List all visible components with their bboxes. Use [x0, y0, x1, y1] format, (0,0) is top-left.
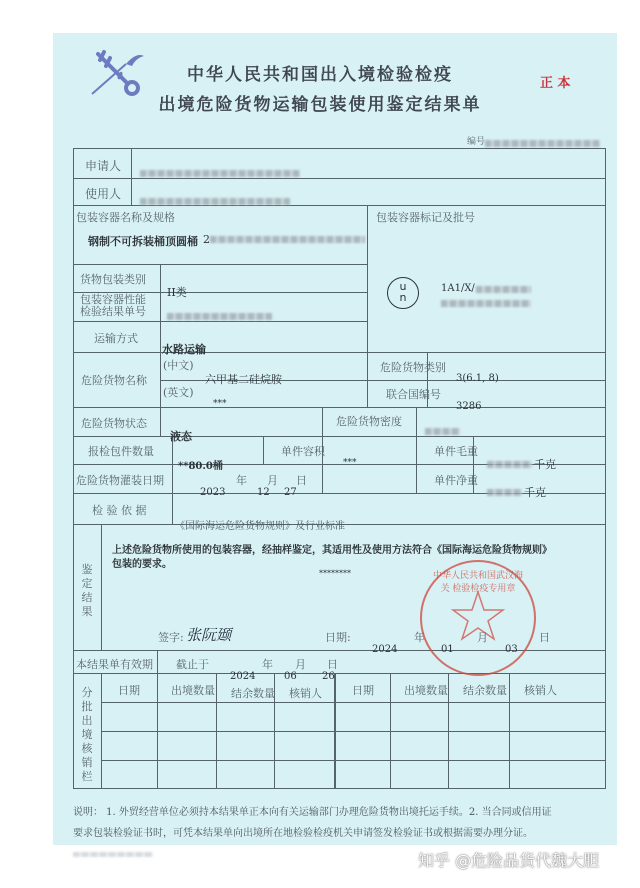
result-text-1: 上述危险货物所使用的包装容器，经抽样鉴定，其适用性及使用方法符合《国际海运危险货物规则》 [112, 545, 552, 556]
validity-label: 本结果单有效期 [76, 658, 153, 671]
official-seal: 中华人民共和国武汉海关 检验检疫专用章 [420, 560, 536, 676]
validity-day-label: 日 [327, 658, 338, 671]
net-weight-redacted [487, 489, 522, 496]
un-number-label: 联合国编号 [386, 388, 441, 401]
container-mark-label: 包装容器标记及批号 [376, 211, 475, 224]
applicant-value-redacted [140, 170, 300, 177]
signature-value: 张阮颋 [186, 626, 232, 644]
col-date: 日期 [118, 684, 140, 697]
gross-weight-unit: 千克 [534, 458, 556, 471]
sign-year-label: 年 [414, 631, 425, 644]
copy-type-label: 正 本 [540, 76, 571, 91]
packing-group-label: 货物包装类别 [80, 273, 146, 286]
dg-density-redacted [425, 428, 460, 435]
sign-month-label: 月 [477, 631, 488, 644]
sign-year: 2024 [372, 644, 398, 655]
dg-name-cn-value: 六甲基二硅烷胺 [205, 373, 282, 386]
fill-date-day: 27 [284, 487, 297, 498]
sign-day-label: 日 [539, 631, 550, 644]
dg-name-en-value: *** [213, 399, 227, 409]
package-count-label: 报检包件数量 [88, 445, 154, 458]
fill-date-day-label: 日 [296, 474, 307, 487]
sign-day: 03 [505, 644, 518, 655]
col-export-qty: 出境数量 [171, 684, 215, 697]
unit-volume-value: *** [343, 458, 357, 468]
dg-name-cn-label: (中文) [163, 359, 194, 372]
dg-density-label: 危险货物密度 [336, 415, 402, 428]
applicant-label: 申请人 [85, 159, 122, 173]
result-label: 鉴定结果 [81, 563, 93, 618]
user-label: 使用人 [85, 187, 122, 201]
validity-year-label: 年 [262, 658, 273, 671]
title-line-2: 出境危险货物运输包装使用鉴定结果单 [158, 95, 482, 115]
gross-weight-redacted [487, 461, 532, 468]
container-name-label: 包装容器名称及规格 [76, 211, 175, 224]
transport-label: 运输方式 [94, 332, 138, 345]
validity-year: 2024 [230, 671, 256, 682]
container-spec-prefix: 2 [203, 233, 210, 246]
fill-date-label: 危险货物灌装日期 [76, 474, 164, 487]
basis-value: 《国际海运危险货物规则》及行业标准 [175, 521, 345, 532]
user-value-redacted [140, 198, 290, 205]
footer-note-line-2: 要求包装检验证书时，可凭本结果单向出境所在地检验检疫机关申请签发检验证书或根据需要办理分证。 [73, 828, 533, 839]
net-weight-unit: 千克 [524, 486, 546, 499]
dg-state-label: 危险货物状态 [81, 417, 147, 430]
validity-month-label: 月 [295, 658, 306, 671]
col-balance-qty-2: 结余数量 [463, 684, 507, 697]
un-number-value: 3286 [456, 401, 482, 412]
dg-name-label: 危险货物名称 [81, 374, 147, 387]
dg-name-en-label: (英文) [163, 386, 194, 399]
result-stars: ******** [319, 569, 351, 578]
un-packaging-mark-icon: u n [387, 277, 419, 309]
dg-state-value: 液态 [170, 430, 192, 443]
validity-month: 06 [284, 671, 297, 682]
col-balance-qty: 结余数量 [231, 687, 275, 700]
title-line-1: 中华人民共和国出入境检验检疫 [187, 65, 453, 85]
serial-number-redacted [485, 140, 600, 147]
signature-label: 签字: [158, 631, 184, 644]
fill-date-month: 12 [257, 487, 270, 498]
watermark: 知乎 @危险品货代魏大胆 [418, 851, 600, 870]
dg-class-value: 3(6.1, 8) [456, 373, 499, 384]
form-code-redacted [73, 852, 153, 857]
package-count-value: **80.0桶 [178, 461, 223, 472]
footer-note-line-1: 说明： 1. 外贸经营单位必须持本结果单正本向有关运输部门办理危险货物出境托运手续。2. 当合同或信用证 [73, 807, 552, 818]
validity-until-label: 截止于 [176, 658, 209, 671]
result-text-2: 包装的要求。 [112, 559, 172, 570]
container-name-value: 钢制不可拆装桶顶圆桶 [88, 235, 198, 248]
fill-date-month-label: 月 [267, 474, 278, 487]
un-code-redacted [476, 286, 531, 293]
performance-report-redacted [167, 313, 272, 320]
fill-date-year: 2023 [200, 487, 226, 498]
sign-date-label: 日期: [325, 631, 351, 644]
gross-weight-label: 单件毛重 [434, 445, 478, 458]
un-code-prefix: 1A1/X/ [441, 283, 475, 294]
basis-label: 检 验 依 据 [92, 504, 147, 517]
batch-side-label: 分批出境核销栏 [81, 686, 93, 783]
col-date-2: 日期 [352, 684, 374, 697]
sign-month: 01 [441, 644, 454, 655]
col-export-qty-2: 出境数量 [404, 684, 448, 697]
col-verifier: 核销人 [289, 687, 322, 700]
dg-class-label: 危险货物类别 [380, 361, 446, 374]
transport-value: 水路运输 [162, 343, 206, 356]
performance-report-label: 包装容器性能 检验结果单号 [80, 293, 146, 318]
packing-group-value: II类 [167, 286, 187, 299]
col-verifier-2: 核销人 [524, 684, 557, 697]
batch-number-redacted [441, 300, 531, 307]
container-spec-redacted [210, 236, 365, 243]
validity-day: 26 [322, 671, 335, 682]
fill-date-year-label: 年 [236, 474, 247, 487]
net-weight-label: 单件净重 [434, 474, 478, 487]
serial-label: 编号 [467, 137, 486, 147]
unit-volume-label: 单件容积 [281, 445, 325, 458]
